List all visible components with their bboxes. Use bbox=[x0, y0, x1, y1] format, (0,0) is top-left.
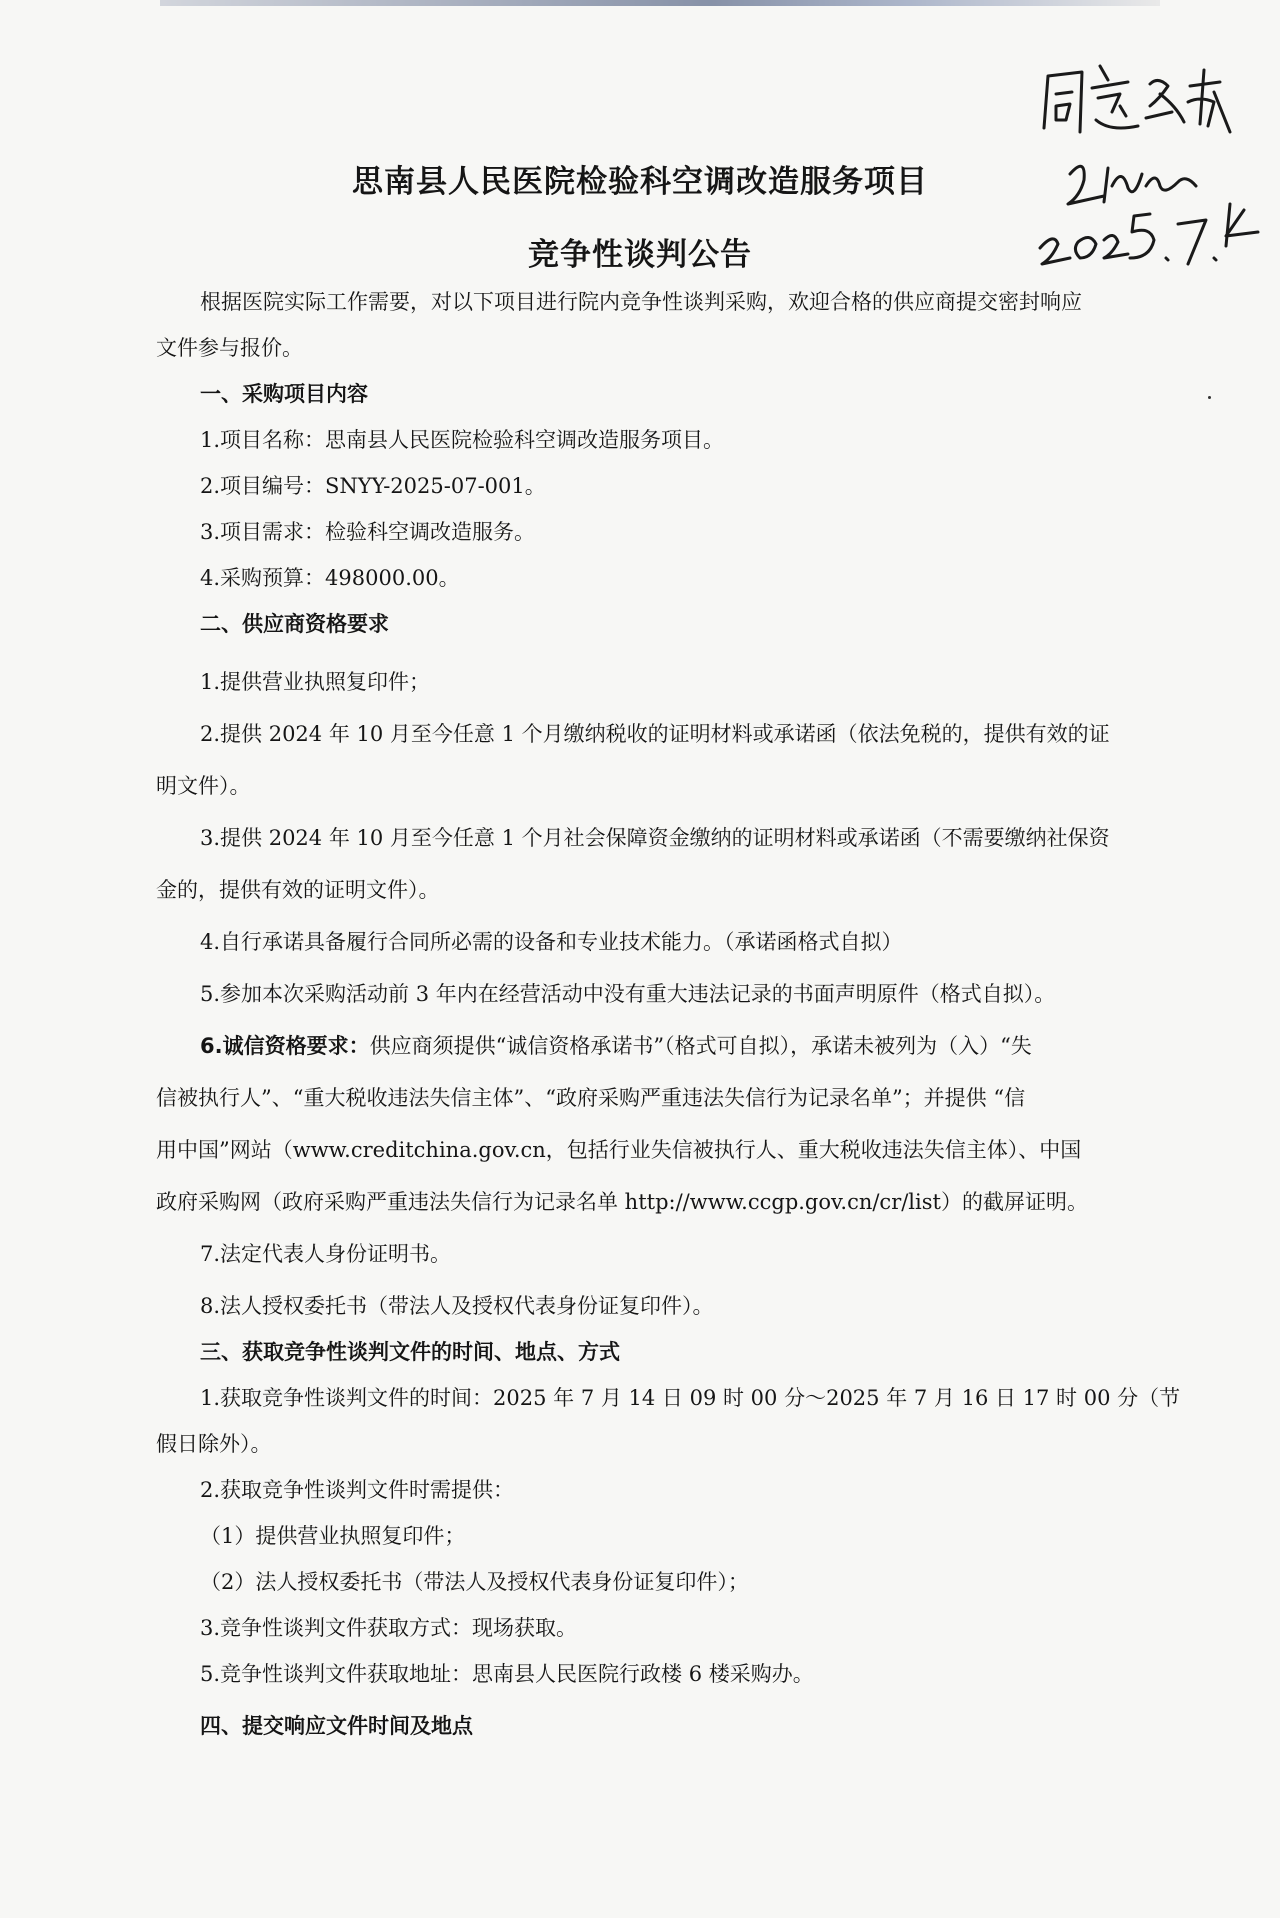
s3-item5: 5.竞争性谈判文件获取地址：思南县人民医院行政楼 6 楼采购办。 bbox=[200, 1662, 814, 1686]
s2-item6-line2: 信被执行人”、“重大税收违法失信主体”、“政府采购严重违法失信行为记录名单”；并提供 “信 bbox=[156, 1086, 1026, 1110]
s3-item1-line1: 1.获取竞争性谈判文件的时间：2025 年 7 月 14 日 09 时 00 分～2025 年 7 月 16 日 17 时 00 分（节 bbox=[200, 1386, 1181, 1410]
s3-item2: 2.获取竞争性谈判文件时需提供： bbox=[200, 1478, 515, 1502]
s2-item6-label: 6.诚信资格要求： bbox=[200, 1034, 370, 1058]
s2-item2-line2: 明文件）。 bbox=[156, 774, 251, 798]
s2-item3-line2: 金的，提供有效的证明文件）。 bbox=[156, 878, 440, 902]
section2-heading: 二、供应商资格要求 bbox=[200, 612, 389, 636]
s2-item7: 7.法定代表人身份证明书。 bbox=[200, 1242, 452, 1266]
s2-item1: 1.提供营业执照复印件； bbox=[200, 670, 431, 694]
s2-item6-line4: 政府采购网（政府采购严重违法失信行为记录名单 http://www.ccgp.gov.cn/cr/list）的截屏证明。 bbox=[156, 1190, 1088, 1214]
s2-item6-text: 供应商须提供“诚信资格承诺书”（格式可自拟），承诺未被列为（入）“失 bbox=[369, 1034, 1032, 1058]
s2-item8: 8.法人授权委托书（带法人及授权代表身份证复印件）。 bbox=[200, 1294, 714, 1318]
s2-item6-line1 bbox=[156, 1036, 1190, 1057]
s2-item5: 5.参加本次采购活动前 3 年内在经营活动中没有重大违法记录的书面声明原件（格式自拟）。 bbox=[200, 982, 1056, 1006]
s2-item3-line1: 3.提供 2024 年 10 月至今任意 1 个月社会保障资金缴纳的证明材料或承诺函（不需要缴纳社保资 bbox=[200, 826, 1110, 850]
s2-item6-line3: 用中国”网站（www.creditchina.gov.cn，包括行业失信被执行人、重大税收违法失信主体）、中国 bbox=[156, 1138, 1082, 1162]
intro-line2: 文件参与报价。 bbox=[156, 336, 303, 360]
scan-speck bbox=[1208, 396, 1211, 399]
s2-item4: 4.自行承诺具备履行合同所必需的设备和专业技术能力。（承诺函格式自拟） bbox=[200, 930, 903, 954]
s3-item1-line2: 假日除外）。 bbox=[156, 1432, 272, 1456]
s1-item3: 3.项目需求：检验科空调改造服务。 bbox=[200, 520, 536, 544]
section4-heading: 四、提交响应文件时间及地点 bbox=[200, 1714, 473, 1738]
s3-sub1: （1）提供营业执照复印件； bbox=[200, 1524, 466, 1548]
document-title-line1: 思南县人民医院检验科空调改造服务项目 bbox=[352, 164, 928, 200]
section1-heading: 一、采购项目内容 bbox=[200, 382, 368, 406]
s3-item3: 3.竞争性谈判文件获取方式：现场获取。 bbox=[200, 1616, 578, 1640]
s1-item1: 1.项目名称：思南县人民医院检验科空调改造服务项目。 bbox=[200, 428, 725, 452]
s1-item4: 4.采购预算：498000.00。 bbox=[200, 566, 460, 590]
s2-item2-line1: 2.提供 2024 年 10 月至今任意 1 个月缴纳税收的证明材料或承诺函（依法免税的，提供有效的证 bbox=[200, 722, 1110, 746]
section3-heading: 三、获取竞争性谈判文件的时间、地点、方式 bbox=[200, 1340, 620, 1364]
s3-sub2: （2）法人授权委托书（带法人及授权代表身份证复印件）； bbox=[200, 1570, 749, 1594]
intro-line1: 根据医院实际工作需要，对以下项目进行院内竞争性谈判采购，欢迎合格的供应商提交密封响应 bbox=[200, 290, 1082, 314]
s1-item2: 2.项目编号：SNYY-2025-07-001。 bbox=[200, 474, 546, 498]
document-title-line2: 竞争性谈判公告 bbox=[528, 237, 752, 273]
